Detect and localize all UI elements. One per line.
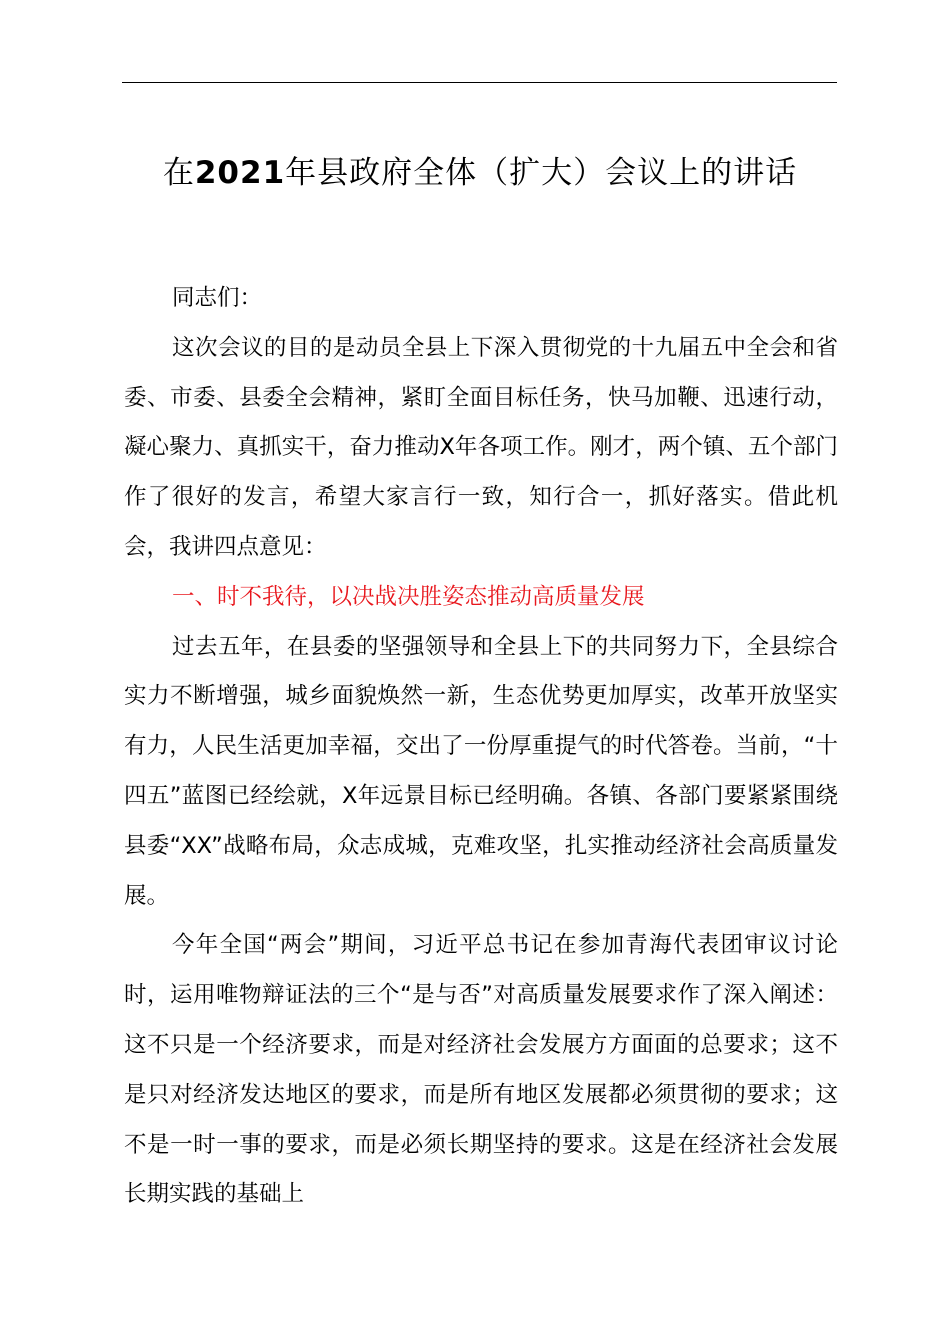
title-prefix: 在 bbox=[162, 155, 195, 191]
paragraph-intro: 这次会议的目的是动员全县上下深入贯彻党的十九届五中全会和省委、市委、县委全会精神，紧盯全面目标任务，快马加鞭、迅速行动，凝心聚力、真抓实干，奋力推动X年各项工作。刚才，两个镇、五个部门作了很好的发言，希望大家言行一致，知行合一，抓好落实。借此机会，我讲四点意见： bbox=[124, 334, 838, 560]
speech-body bbox=[124, 274, 838, 1220]
greeting: 同志们： bbox=[172, 285, 263, 311]
title-suffix: 年县政府全体（扩大）会议上的讲话 bbox=[285, 155, 798, 191]
title-year: 2021 bbox=[194, 155, 286, 191]
section-heading-1: 一、时不我待，以决战决胜姿态推动高质量发展 bbox=[172, 583, 645, 610]
paragraph-review: 过去五年，在县委的坚强领导和全县上下的共同努力下，全县综合实力不断增强，城乡面貌焕然一新，生态优势更加厚实，改革开放坚实有力，人民生活更加幸福，交出了一份厚重提气的时代答卷。当前，“十四五”蓝图已经绘就，X年远景目标已经明确。各镇、各部门要紧紧围绕县委“XX”战略布局，众志成城，克难攻坚，扎实推动经济社会高质量发展。 bbox=[124, 633, 838, 909]
page-title bbox=[100, 150, 860, 196]
header-rule bbox=[122, 82, 837, 83]
paragraph-two-sessions: 今年全国“两会”期间，习近平总书记在参加青海代表团审议讨论时，运用唯物辩证法的三个“是与否”对高质量发展要求作了深入阐述：这不只是一个经济要求，而是对经济社会发展方方面面的总要求；这不是只对经济发达地区的要求，而是所有地区发展都必须贯彻的要求；这不是一时一事的要求，而是必须长期坚持的要求。这是在经济社会发展长期实践的基础上 bbox=[124, 932, 838, 1208]
